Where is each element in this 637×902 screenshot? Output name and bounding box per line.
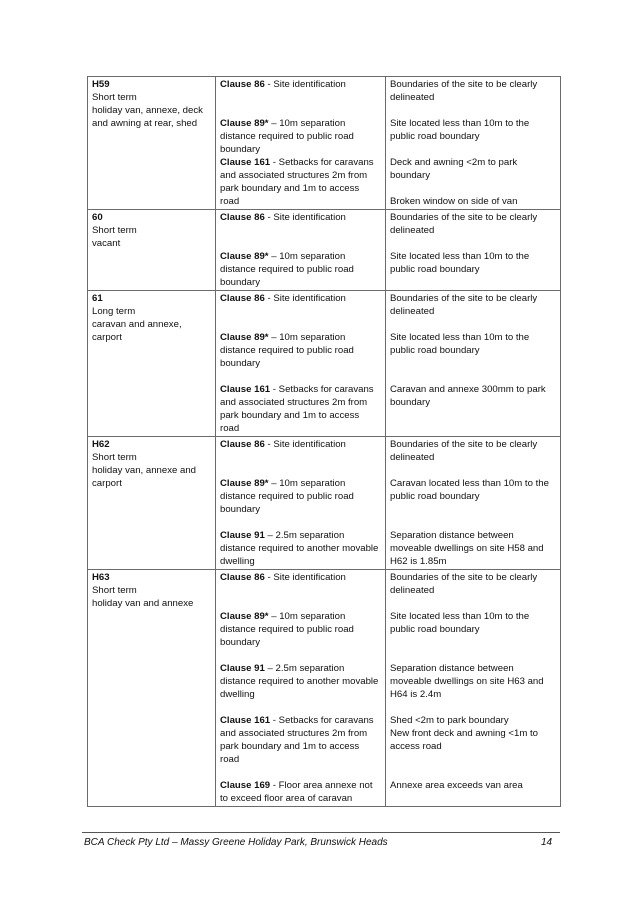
compliance-table: [87, 76, 561, 807]
result-entry: Annexe area exceeds van area: [390, 780, 523, 791]
clause-entry: Clause 86 - Site identification: [220, 572, 346, 583]
clause-entry: Clause 89* – 10m separation distance required to public road boundary: [220, 332, 354, 369]
site-cell: [88, 570, 216, 807]
clause-cell: [216, 437, 386, 570]
result-cell: [386, 77, 561, 210]
result-entry: Site located less than 10m to the public road boundary: [390, 332, 530, 356]
result-entry: Broken window on side of van: [390, 196, 518, 207]
site-description: holiday van, annexe and: [92, 465, 197, 476]
result-entry: Boundaries of the site to be clearly delineated: [390, 293, 538, 317]
site-description: holiday van, annexe, deck: [92, 105, 203, 116]
clause-entry: Clause 91 – 2.5m separation distance required to another movable dwelling: [220, 663, 379, 700]
site-number: 61: [92, 293, 103, 304]
result-entry: Separation distance between moveable dwellings on site H63 and H64 is 2.4m: [390, 663, 544, 700]
site-term: Short term: [92, 225, 137, 236]
site-cell: [88, 210, 216, 291]
clause-entry: Clause 91 – 2.5m separation distance required to another movable dwelling: [220, 530, 379, 567]
result-entry: Site located less than 10m to the public road boundary: [390, 118, 530, 142]
result-entry: Caravan and annexe 300mm to park boundary: [390, 384, 546, 408]
table-row: [88, 210, 561, 291]
clause-entry: Clause 86 - Site identification: [220, 439, 346, 450]
clause-cell: [216, 291, 386, 437]
result-entry: Site located less than 10m to the public road boundary: [390, 251, 530, 275]
page-number: 14: [541, 837, 553, 848]
clause-cell: [216, 570, 386, 807]
table-row: [88, 437, 561, 570]
site-term: Short term: [92, 452, 137, 463]
site-description: caravan and annexe,: [92, 319, 182, 330]
site-description: holiday van and annexe: [92, 598, 194, 609]
clause-entry: Clause 169 - Floor area annexe not to exceed floor area of caravan: [220, 780, 373, 804]
clause-entry: Clause 86 - Site identification: [220, 293, 346, 304]
table-row: [88, 570, 561, 807]
site-cell: [88, 77, 216, 210]
site-description: carport: [92, 332, 122, 343]
result-entry: Boundaries of the site to be clearly delineated: [390, 79, 538, 103]
site-number: H62: [92, 439, 110, 450]
footer-title: BCA Check Pty Ltd – Massy Greene Holiday Park, Brunswick Heads: [84, 837, 388, 848]
result-entry: Caravan located less than 10m to the public road boundary: [390, 478, 549, 502]
clause-entry: Clause 86 - Site identification: [220, 212, 346, 223]
clause-cell: [216, 77, 386, 210]
site-description: vacant: [92, 238, 121, 249]
table-row: [88, 77, 561, 210]
table-row: [88, 291, 561, 437]
clause-entry: Clause 89* – 10m separation distance required to public road boundary: [220, 478, 354, 515]
clause-entry: Clause 86 - Site identification: [220, 79, 346, 90]
result-entry: Boundaries of the site to be clearly delineated: [390, 212, 538, 236]
result-entry: Deck and awning <2m to park boundary: [390, 157, 518, 181]
result-entry: Boundaries of the site to be clearly delineated: [390, 439, 538, 463]
site-description: and awning at rear, shed: [92, 118, 198, 129]
result-cell: [386, 437, 561, 570]
result-entry: Separation distance between moveable dwellings on site H58 and H62 is 1.85m: [390, 530, 544, 567]
clause-entry: Clause 89* – 10m separation distance required to public road boundary: [220, 251, 354, 288]
site-description: carport: [92, 478, 122, 489]
clause-entry: Clause 161 - Setbacks for caravans and associated structures 2m from park boundary and 1m to access road: [220, 157, 374, 207]
site-term: Long term: [92, 306, 136, 317]
result-entry: New front deck and awning <1m to access road: [390, 728, 538, 752]
site-cell: [88, 437, 216, 570]
clause-entry: Clause 89* – 10m separation distance required to public road boundary: [220, 118, 354, 155]
site-term: Short term: [92, 585, 137, 596]
site-term: Short term: [92, 92, 137, 103]
result-cell: [386, 291, 561, 437]
result-cell: [386, 210, 561, 291]
clause-entry: Clause 161 - Setbacks for caravans and associated structures 2m from park boundary and 1m to access road: [220, 715, 374, 765]
clause-entry: Clause 161 - Setbacks for caravans and associated structures 2m from park boundary and 1m to access road: [220, 384, 374, 434]
site-number: H59: [92, 79, 110, 90]
result-entry: Boundaries of the site to be clearly delineated: [390, 572, 538, 596]
footer-divider: [82, 832, 560, 833]
clause-cell: [216, 210, 386, 291]
result-cell: [386, 570, 561, 807]
result-entry: Site located less than 10m to the public road boundary: [390, 611, 530, 635]
site-cell: [88, 291, 216, 437]
site-number: 60: [92, 212, 103, 223]
clause-entry: Clause 89* – 10m separation distance required to public road boundary: [220, 611, 354, 648]
site-number: H63: [92, 572, 110, 583]
result-entry: Shed <2m to park boundary: [390, 715, 509, 726]
